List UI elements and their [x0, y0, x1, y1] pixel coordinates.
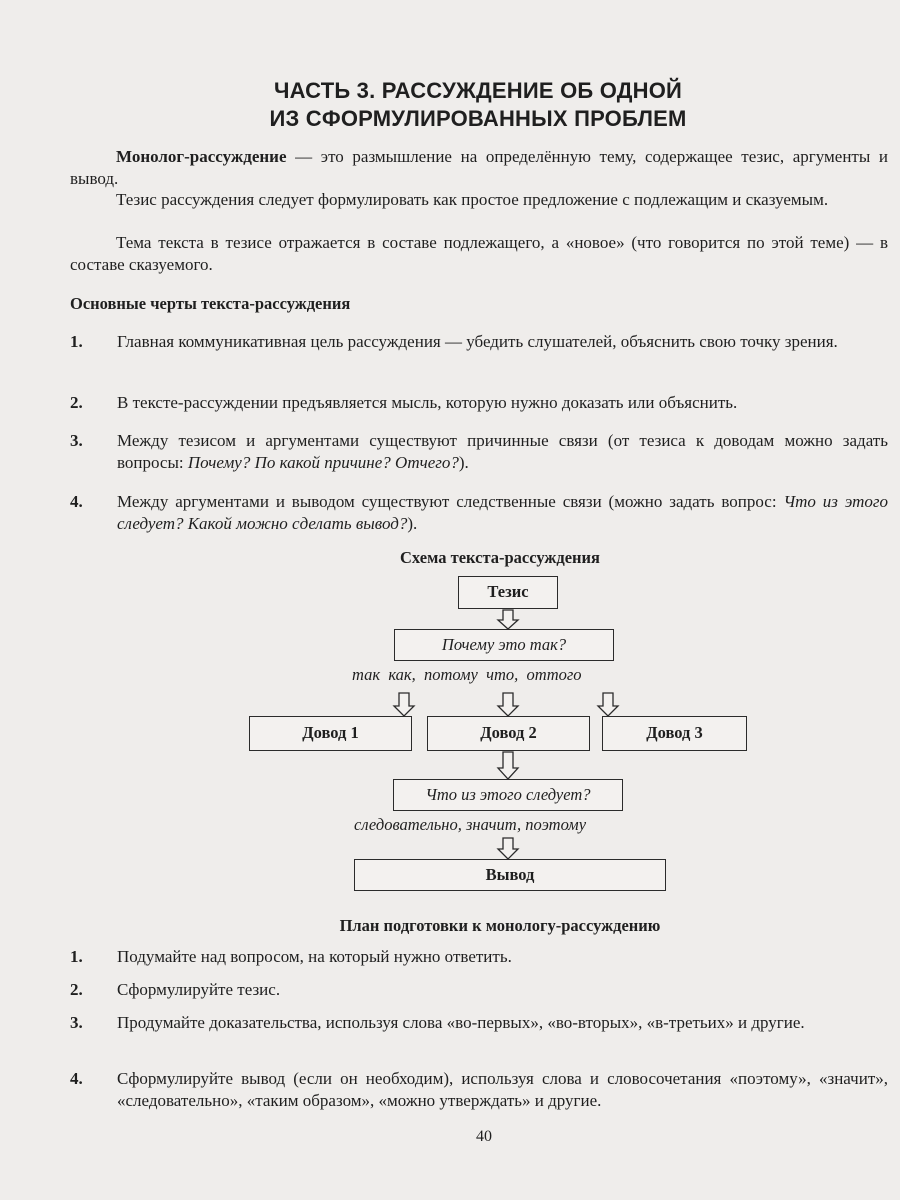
plan-number: 4. [70, 1069, 83, 1088]
feature-text: Между тезисом и аргументами существуют причинные связи (от тезиса к доводам можно задать вопросы: [117, 431, 888, 472]
plan-heading: План подготовки к монологу-рассуждению [339, 916, 661, 935]
hollow-down-arrow-icon [394, 693, 414, 716]
scheme-heading: Схема текста-рассуждения [400, 548, 600, 567]
page-title-line2: ИЗ СФОРМУЛИРОВАННЫХ ПРОБЛЕМ [269, 106, 687, 131]
plan-item-3 [70, 1012, 888, 1034]
hollow-down-arrow-icon [498, 693, 518, 716]
argument-box-2: Довод 2 [427, 716, 590, 751]
hollow-down-arrow-icon [498, 752, 518, 779]
feature-item-3 [70, 430, 888, 474]
conclusion-box: Вывод [354, 859, 666, 891]
plan-item-2 [70, 979, 888, 1001]
argument-box-3: Довод 3 [602, 716, 747, 751]
plan-item-4 [70, 1068, 888, 1112]
feature-italic-questions: Что из этого следует? Какой можно сделать вывод? [117, 492, 888, 533]
page-title-line1: ЧАСТЬ 3. РАССУЖДЕНИЕ ОБ ОДНОЙ [273, 78, 683, 103]
intro-p1-text: — это размышление на определённую тему, содержащее тезис, аргументы и вывод. [70, 147, 888, 188]
plan-number: 2. [70, 980, 83, 999]
consequence-connectors: следовательно, значит, поэтому [354, 815, 587, 834]
term-monologue: Монолог-рассуждение [116, 147, 287, 166]
feature-number: 1. [70, 332, 83, 351]
plan-number: 1. [70, 947, 83, 966]
question-consequence-box: Что из этого следует? [393, 779, 623, 811]
feature-number: 4. [70, 492, 83, 511]
question-why-box: Почему это так? [394, 629, 614, 661]
feature-item-1 [70, 331, 888, 353]
feature-tail: ). [407, 514, 418, 533]
thesis-box: Тезис [458, 576, 558, 609]
causal-connectors: так как, потому что, оттого [352, 665, 582, 684]
feature-text: В тексте-рассуждении предъявляется мысль, которую нужно доказать или объяснить. [117, 393, 738, 412]
feature-item-2 [70, 392, 888, 414]
plan-text: Подумайте над вопросом, на который нужно ответить. [117, 947, 512, 966]
plan-text: Продумайте доказательства, используя слова «во-первых», «во-вторых», «в-третьих» и другие. [117, 1013, 805, 1032]
feature-number: 3. [70, 431, 83, 450]
intro-paragraph-1 [70, 146, 888, 189]
feature-tail: ). [458, 453, 469, 472]
plan-text: Сформулируйте вывод (если он необходим), используя слова и словосочетания «поэтому», «значит», «следовательно», «таким образом», «можно утверждать» и другие. [117, 1069, 888, 1110]
feature-item-4 [70, 491, 888, 535]
hollow-down-arrow-icon [598, 693, 618, 716]
feature-text: Между аргументами и выводом существуют следственные связи (можно задать вопрос: [117, 492, 784, 511]
page-number: 40 [476, 1128, 492, 1145]
plan-item-1 [70, 946, 888, 968]
plan-text: Сформулируйте тезис. [117, 980, 281, 999]
intro-p2-text: Тезис рассуждения следует формулировать как простое предложение с подлежащим и сказуемым. [116, 190, 829, 209]
argument-box-1: Довод 1 [249, 716, 412, 751]
intro-paragraph-2 [70, 189, 888, 211]
plan-number: 3. [70, 1013, 83, 1032]
feature-number: 2. [70, 393, 83, 412]
feature-italic-questions: Почему? По какой причине? Отчего? [187, 453, 459, 472]
feature-text: Главная коммуникативная цель рассуждения — убедить слушателей, объяснить свою точку зрения. [117, 332, 838, 351]
features-heading: Основные черты текста-рассуждения [70, 294, 351, 313]
hollow-down-arrow-icon [498, 838, 518, 859]
intro-p3-text: Тема текста в тезисе отражается в составе подлежащего, а «новое» (что говорится по этой теме) — в составе сказуемого. [70, 233, 888, 274]
intro-paragraph-3 [70, 232, 888, 275]
hollow-down-arrow-icon [498, 610, 518, 629]
